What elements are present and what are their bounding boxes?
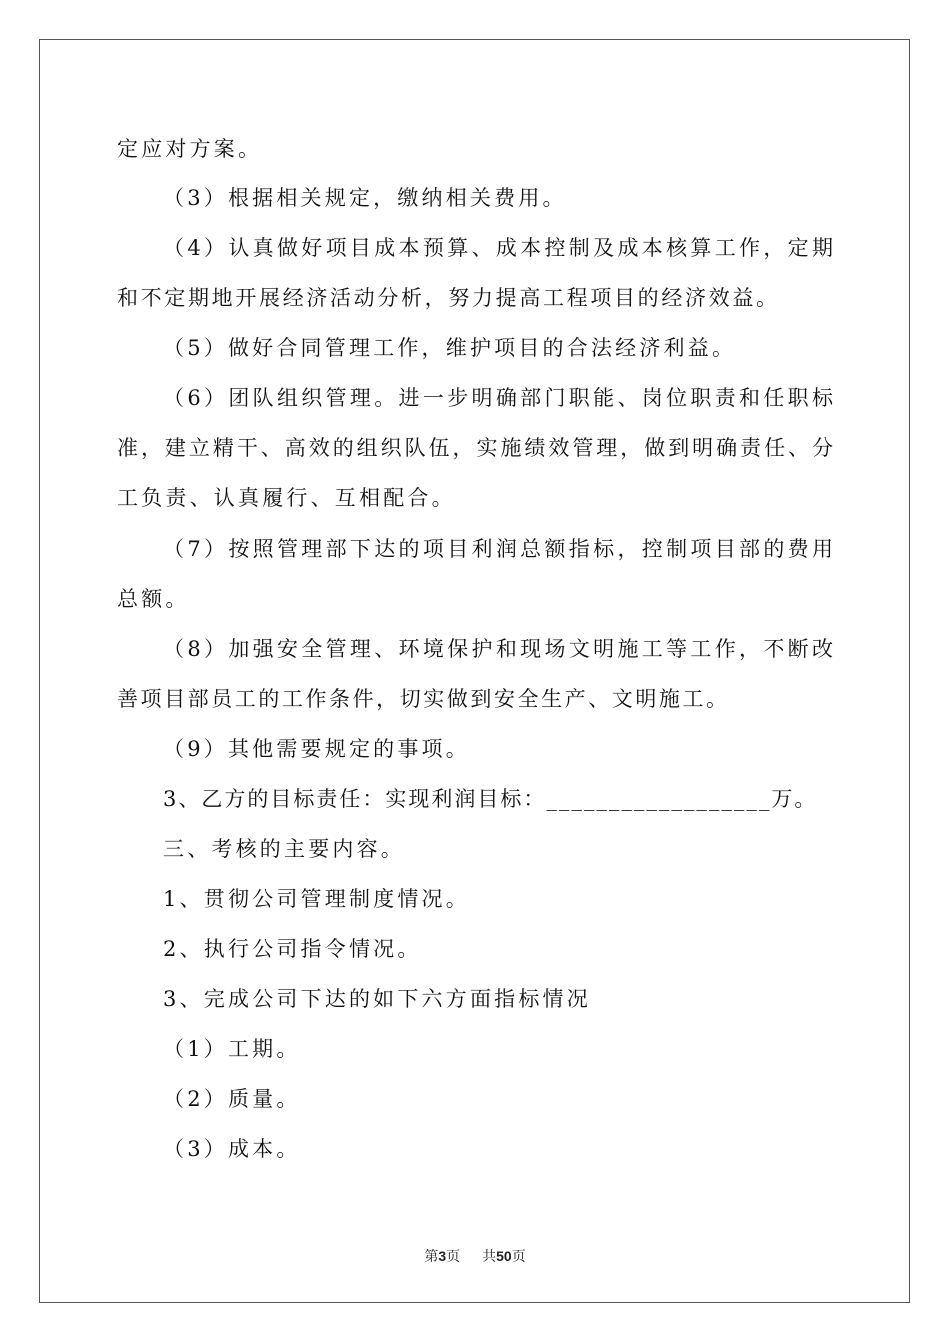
footer-page-number: 3 [438,1248,447,1264]
paragraph-line: 和不定期地开展经济活动分析，努力提高工程项目的经济效益。 [117,286,777,310]
paragraph-line: 2、执行公司指令情况。 [163,937,422,961]
paragraph-line: 善项目部员工的工作条件，切实做到安全生产、文明施工。 [117,687,727,711]
footer-page-suffix: 页 [446,1249,461,1265]
paragraph-line: 1、贯彻公司管理制度情况。 [163,887,470,911]
section-heading: 三、考核的主要内容。 [163,837,405,861]
footer-total-prefix: 共 [482,1249,497,1265]
paragraph-line: （5）做好合同管理工作，维护项目的合法经济利益。 [163,336,737,360]
footer-total-pages: 50 [496,1248,512,1264]
paragraph-line: （9）其他需要规定的事项。 [163,737,470,761]
paragraph-line: （2）质量。 [163,1087,301,1111]
paragraph-line: （4）认真做好项目成本预算、成本控制及成本核算工作，定期 [163,236,833,260]
page-footer [0,1246,950,1266]
paragraph-line: （3）根据相关规定，缴纳相关费用。 [163,186,567,210]
paragraph-line: （6）团队组织管理。进一步明确部门职能、岗位职责和任职标 [163,386,833,410]
paragraph-line: （8）加强安全管理、环境保护和现场文明施工等工作，不断改 [163,637,833,661]
footer-total-suffix: 页 [511,1249,526,1265]
paragraph-line: 定应对方案。 [117,137,263,161]
paragraph-line: 准，建立精干、高效的组织队伍，实施绩效管理，做到明确责任、分 [117,436,833,460]
paragraph-line: （3）成本。 [163,1137,301,1161]
paragraph-line: （7）按照管理部下达的项目利润总额指标，控制项目部的费用 [163,537,833,561]
paragraph-line: 3、乙方的目标责任：实现利润目标：__________________万。 [163,787,818,811]
paragraph-line: 总额。 [117,587,190,611]
paragraph-line: 3、完成公司下达的如下六方面指标情况 [163,987,591,1011]
page-border [39,39,910,1303]
footer-prefix: 第 [424,1249,439,1265]
paragraph-line: （1）工期。 [163,1037,301,1061]
paragraph-line: 工负责、认真履行、互相配合。 [117,486,456,510]
